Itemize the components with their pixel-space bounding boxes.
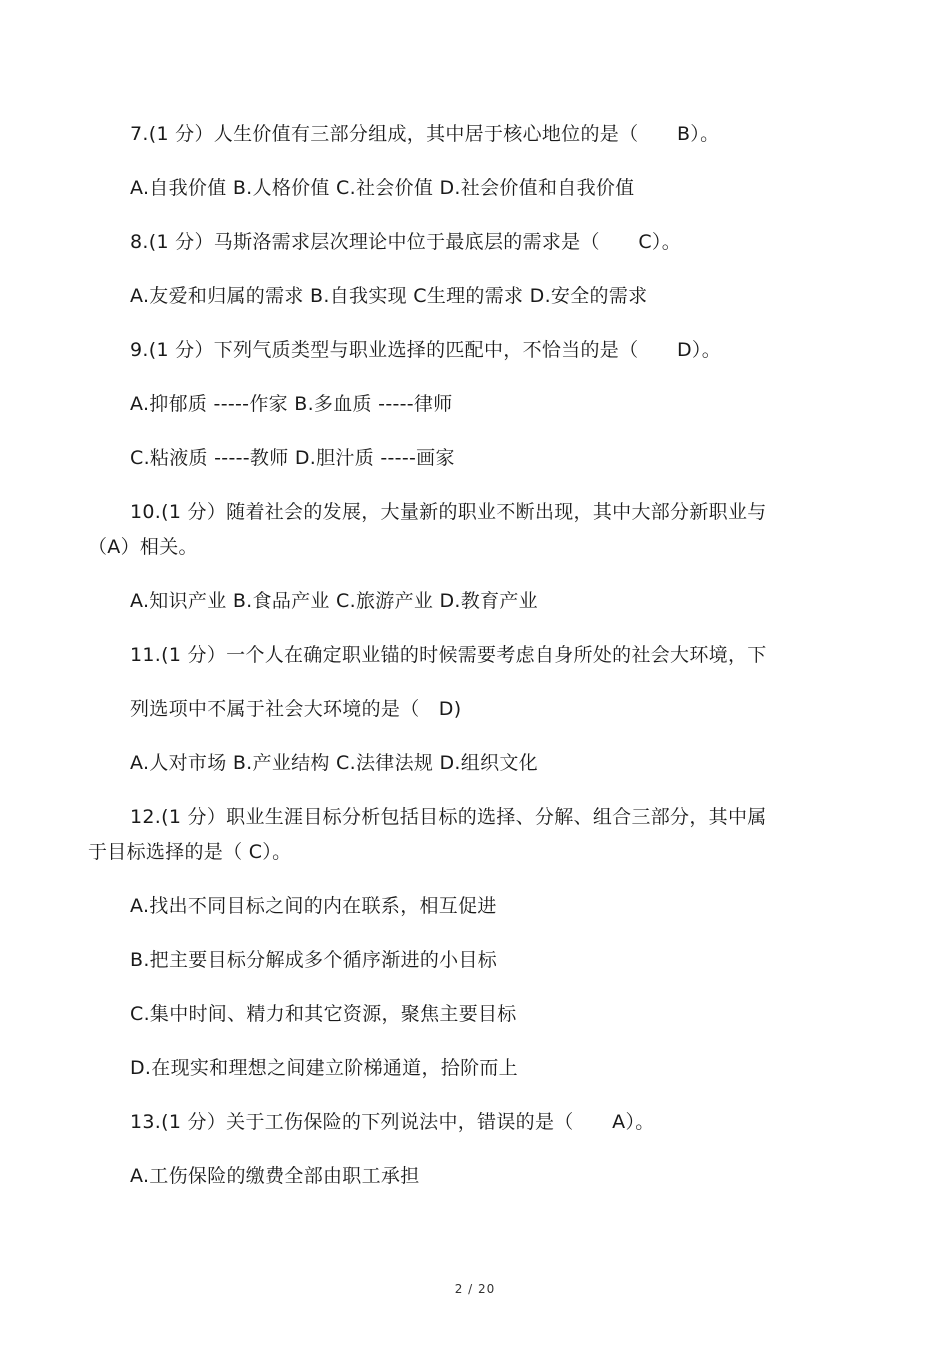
question-10-options: A.知识产业 B.食品产业 C.旅游产业 D.教育产业 (130, 590, 538, 612)
question-12-option-a: A.找出不同目标之间的内在联系，相互促进 (130, 895, 497, 917)
question-11-stem: 11.(1 分）一个人在确定职业锚的时候需要考虑自身所处的社会大环境，下 (130, 644, 767, 666)
question-11-options: A.人对市场 B.产业结构 C.法律法规 D.组织文化 (130, 752, 538, 774)
question-9-options-ab: A.抑郁质 -----作家 B.多血质 -----律师 (130, 393, 453, 415)
page-number: 2 / 20 (454, 1282, 496, 1296)
question-12-option-b: B.把主要目标分解成多个循序渐进的小目标 (130, 949, 498, 971)
question-9-options-cd: C.粘液质 -----教师 D.胆汁质 -----画家 (130, 447, 455, 469)
question-7-options: A.自我价值 B.人格价值 C.社会价值 D.社会价值和自我价值 (130, 177, 635, 199)
question-9-stem: 9.(1 分）下列气质类型与职业选择的匹配中，不恰当的是（ D）。 (130, 339, 722, 361)
question-13-stem: 13.(1 分）关于工伤保险的下列说法中，错误的是（ A）。 (130, 1111, 655, 1133)
question-12-stem-cont: 于目标选择的是（ C）。 (88, 841, 292, 863)
question-13-option-a: A.工伤保险的缴费全部由职工承担 (130, 1165, 420, 1187)
question-12-stem: 12.(1 分）职业生涯目标分析包括目标的选择、分解、组合三部分，其中属 (130, 806, 767, 828)
question-8-stem: 8.(1 分）马斯洛需求层次理论中位于最底层的需求是（ C）。 (130, 231, 682, 253)
question-10-stem-cont: （A）相关。 (88, 536, 198, 558)
question-11-stem-cont: 列选项中不属于社会大环境的是（ D) (130, 698, 462, 720)
question-7-stem: 7.(1 分）人生价值有三部分组成，其中居于核心地位的是（ B）。 (130, 123, 720, 145)
question-8-options: A.友爱和归属的需求 B.自我实现 C生理的需求 D.安全的需求 (130, 285, 648, 307)
question-10-stem: 10.(1 分）随着社会的发展，大量新的职业不断出现，其中大部分新职业与 (130, 501, 767, 523)
question-12-option-c: C.集中时间、精力和其它资源，聚焦主要目标 (130, 1003, 517, 1025)
question-12-option-d: D.在现实和理想之间建立阶梯通道，拾阶而上 (130, 1057, 518, 1079)
